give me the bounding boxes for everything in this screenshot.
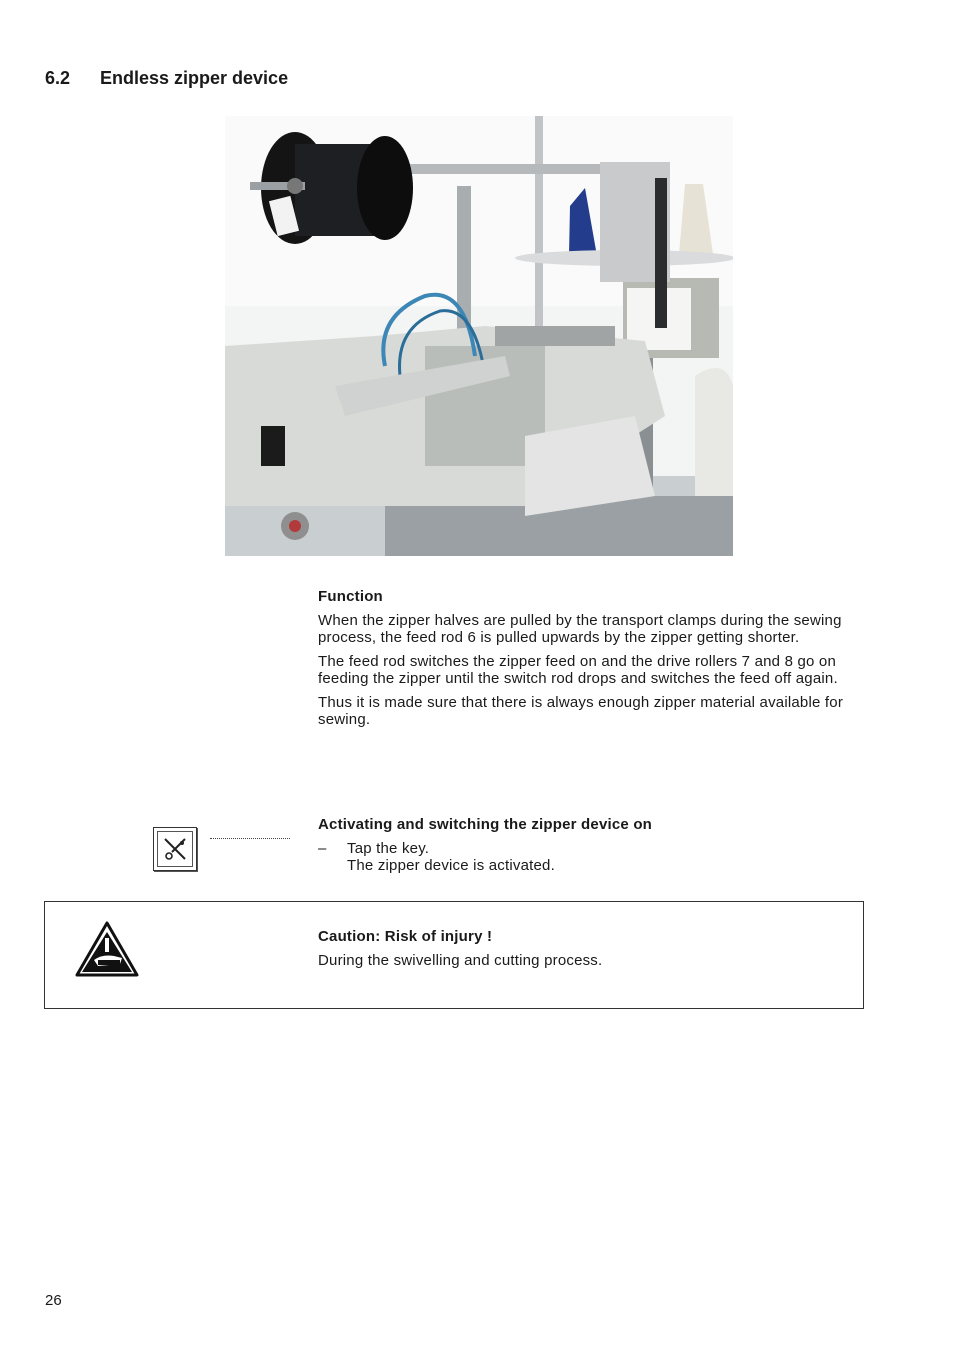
zipper-key-icon <box>162 836 188 862</box>
caution-heading: Caution: Risk of injury ! <box>318 928 493 945</box>
section-title: Endless zipper device <box>100 68 289 88</box>
function-section <box>318 588 863 728</box>
function-paragraph-1: When the zipper halves are pulled by the transport clamps during the sewing process, the feed rod 6 is pulled upwards by the zipper getting shorter. <box>318 612 842 646</box>
machine-photo <box>225 116 733 556</box>
leader-dots <box>210 838 290 839</box>
function-heading: Function <box>318 588 383 605</box>
activation-heading: Activating and switching the zipper device on <box>318 816 653 833</box>
step-instruction: Tap the key. <box>347 840 430 857</box>
hand-injury-warning-icon <box>74 920 140 978</box>
zipper-key-button[interactable] <box>153 827 197 871</box>
key-inner-frame <box>157 831 193 867</box>
step-dash: – <box>318 840 327 857</box>
section-heading <box>45 68 288 89</box>
page-number: 26 <box>45 1292 62 1309</box>
section-number: 6.2 <box>45 68 71 88</box>
caution-section <box>318 928 863 969</box>
function-paragraph-2: The feed rod switches the zipper feed on and the drive rollers 7 and 8 go on feeding the zipper until the switch rod drops and switches the feed off again. <box>318 653 838 687</box>
caution-text: During the swivelling and cutting process. <box>318 952 603 969</box>
activation-section <box>318 816 863 833</box>
step-result: The zipper device is activated. <box>347 857 555 874</box>
function-paragraph-3: Thus it is made sure that there is always enough zipper material available for sewing. <box>318 694 844 728</box>
